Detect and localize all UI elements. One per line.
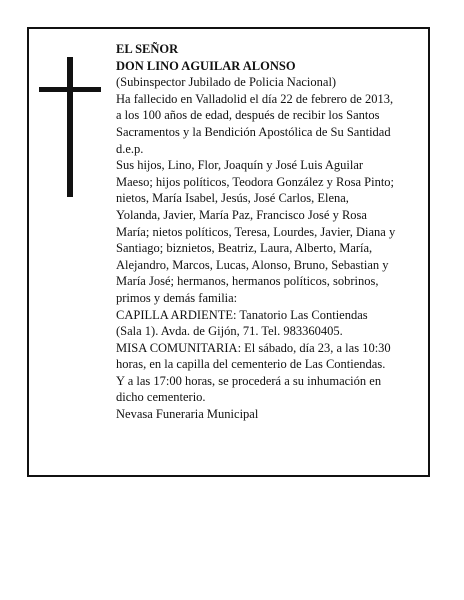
notice-body-line: MISA COMUNITARIA: El sábado, día 23, a las 10:30 <box>116 340 391 355</box>
notice-body-line: María José; hermanos, hermanos políticos, sobrinos, <box>116 274 379 289</box>
notice-text <box>116 41 426 423</box>
notice-body-line: Alejandro, Marcos, Lucas, Alonso, Bruno, Sebastian y <box>116 257 389 272</box>
notice-title-line-2: DON LINO AGUILAR ALONSO <box>116 58 296 73</box>
notice-body-line: CAPILLA ARDIENTE: Tanatorio Las Contiendas <box>116 307 368 322</box>
notice-body-line: Maeso; hijos políticos, Teodora González y Rosa Pinto; <box>116 174 395 189</box>
notice-title-line-1: EL SEÑOR <box>116 42 179 56</box>
cross-vertical-bar <box>67 57 73 197</box>
cross-icon <box>39 57 101 197</box>
notice-body-line: Ha fallecido en Valladolid el día 22 de febrero de 2013, <box>116 91 394 106</box>
notice-body-line: Y a las 17:00 horas, se procederá a su inhumación en <box>116 373 382 388</box>
notice-body-line: a los 100 años de edad, después de recibir los Santos <box>116 108 380 123</box>
notice-body-line: primos y demás familia: <box>116 290 238 305</box>
notice-body-line: Santiago; biznietos, Beatriz, Laura, Alberto, María, <box>116 241 373 256</box>
cross-horizontal-bar <box>39 87 101 92</box>
notice-body-line: Yolanda, Javier, María Paz, Francisco José y Rosa <box>116 207 367 222</box>
notice-body-line: Nevasa Funeraria Municipal <box>116 407 259 422</box>
notice-body-line: María; nietos políticos, Teresa, Lourdes, Javier, Diana y <box>116 224 396 239</box>
obituary-notice <box>27 27 430 477</box>
notice-body-line: Sacramentos y la Bendición Apostólica de Su Santidad <box>116 124 391 139</box>
notice-body-line: nietos, María Isabel, Jesús, José Carlos, Elena, <box>116 191 349 206</box>
notice-body-line: (Subinspector Jubilado de Policia Nacional) <box>116 75 337 90</box>
notice-body-line: d.e.p. <box>116 141 144 156</box>
notice-body-line: Sus hijos, Lino, Flor, Joaquín y José Luis Aguilar <box>116 158 364 173</box>
notice-body-line: (Sala 1). Avda. de Gijón, 71. Tel. 983360405. <box>116 324 343 339</box>
notice-body-line: horas, en la capilla del cementerio de Las Contiendas. <box>116 357 386 372</box>
notice-body-line: dicho cementerio. <box>116 390 206 405</box>
